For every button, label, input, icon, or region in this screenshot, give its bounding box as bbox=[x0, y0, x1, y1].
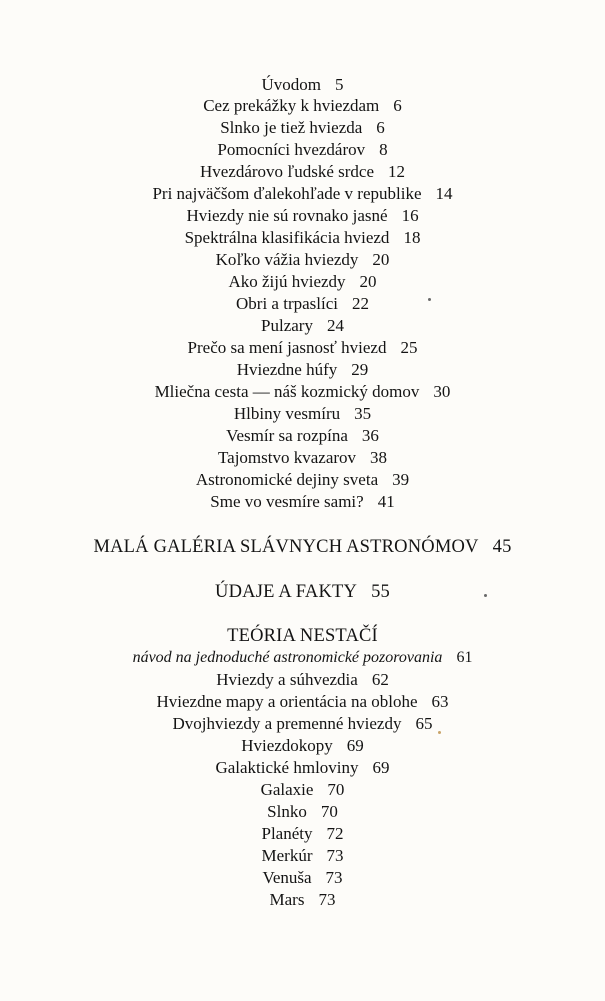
toc-entry bbox=[0, 228, 605, 248]
toc-entry bbox=[0, 206, 605, 226]
toc-entry-title: Sme vo vesmíre sami? bbox=[210, 492, 364, 511]
toc-entry-title: Spektrálna klasifikácia hviezd bbox=[184, 228, 390, 247]
toc-entry-title: Tajomstvo kvazarov bbox=[217, 448, 357, 467]
toc-entry-title: Mliečna cesta — náš kozmický domov bbox=[154, 382, 420, 401]
section-title: TEÓRIA NESTAČÍ bbox=[227, 626, 378, 646]
toc-entry-title: Hviezdokopy bbox=[241, 736, 333, 755]
print-speck bbox=[438, 731, 441, 734]
toc-entry-title: Úvodom bbox=[261, 75, 321, 94]
toc-entry bbox=[0, 470, 605, 490]
toc-entry-title: Pri najväčšom ďalekohľade v republike bbox=[152, 184, 422, 203]
toc-entry-page: 70 bbox=[327, 780, 345, 799]
toc-entry-title: Koľko vážia hviezdy bbox=[215, 250, 359, 269]
toc-entry-title: Hlbiny vesmíru bbox=[233, 404, 341, 423]
toc-entry-page: 35 bbox=[354, 404, 372, 423]
toc-subtitle bbox=[0, 648, 605, 668]
toc-entry-page: 22 bbox=[351, 294, 369, 313]
toc-entry bbox=[0, 780, 605, 800]
toc-entry-page: 72 bbox=[326, 824, 344, 843]
toc-entry bbox=[0, 824, 605, 844]
toc-entry-page: 70 bbox=[320, 802, 338, 821]
toc-entry-title: Hviezdne húfy bbox=[236, 360, 338, 379]
toc-entry bbox=[0, 360, 605, 380]
toc-entry-page: 73 bbox=[326, 846, 344, 865]
toc-entry-page: 25 bbox=[400, 338, 418, 357]
toc-entry-title: Prečo sa mení jasnosť hviezd bbox=[187, 338, 387, 357]
toc-entry bbox=[0, 118, 605, 138]
toc-entry-title: Merkúr bbox=[261, 846, 313, 865]
toc-entry-page: 20 bbox=[372, 250, 390, 269]
toc-entry bbox=[0, 316, 605, 336]
toc-entry-title: Slnko bbox=[267, 802, 307, 821]
toc-entry-page: 14 bbox=[435, 184, 453, 203]
toc-entry-page: 18 bbox=[403, 228, 421, 247]
toc-entry-title: Mars bbox=[269, 890, 305, 909]
toc-entry-page: 69 bbox=[346, 736, 364, 755]
toc-entry-page: 41 bbox=[377, 492, 395, 511]
toc-entry bbox=[0, 250, 605, 270]
toc-entry-page: 5 bbox=[335, 75, 344, 94]
toc-entry-page: 73 bbox=[318, 890, 336, 909]
toc-entry-title: Galaxie bbox=[260, 780, 314, 799]
print-speck bbox=[428, 298, 431, 301]
toc-entry-title: Planéty bbox=[261, 824, 313, 843]
toc-entry bbox=[0, 492, 605, 512]
toc-entry-page: 39 bbox=[392, 470, 410, 489]
toc-entry-page: 12 bbox=[388, 162, 405, 181]
toc-entry bbox=[0, 338, 605, 358]
toc-section-gallery bbox=[0, 537, 605, 557]
toc-entry-page: 6 bbox=[393, 96, 402, 115]
toc-entry-title: Ako žijú hviezdy bbox=[228, 272, 346, 291]
toc-entry bbox=[0, 272, 605, 292]
toc-entry-page: 69 bbox=[372, 758, 390, 777]
toc-entry-title: Galaktické hmloviny bbox=[215, 758, 359, 777]
toc-entry-page: 62 bbox=[371, 670, 389, 689]
subtitle-page: 61 bbox=[456, 649, 473, 666]
toc-entry-title: Hviezdne mapy a orientácia na oblohe bbox=[156, 692, 418, 711]
section-title: MALÁ GALÉRIA SLÁVNYCH ASTRONÓMOV bbox=[93, 537, 479, 557]
toc-entry-page: 20 bbox=[359, 272, 377, 291]
toc-entry bbox=[0, 890, 605, 910]
toc-entry bbox=[0, 670, 605, 690]
toc-entry-page: 8 bbox=[379, 140, 388, 159]
toc-entry bbox=[0, 736, 605, 756]
toc-entry-title: Obri a trpaslíci bbox=[236, 294, 338, 313]
toc-entry bbox=[0, 382, 605, 402]
toc-entry-title: Pomocníci hvezdárov bbox=[217, 140, 366, 159]
section-page: 55 bbox=[371, 582, 390, 602]
toc-entry-page: 24 bbox=[326, 316, 344, 335]
toc-entry-page: 36 bbox=[361, 426, 379, 445]
toc-entry bbox=[0, 75, 605, 95]
toc-entry bbox=[0, 404, 605, 424]
toc-entry bbox=[0, 448, 605, 468]
section-title: ÚDAJE A FAKTY bbox=[215, 582, 358, 602]
toc-entry-page: 30 bbox=[433, 382, 451, 401]
toc-entry bbox=[0, 184, 605, 204]
toc-entry bbox=[0, 692, 605, 712]
toc-entry-title: Dvojhviezdy a premenné hviezdy bbox=[172, 714, 402, 733]
toc-section-facts bbox=[0, 582, 605, 602]
toc-entry-title: Hvezdárovo ľudské srdce bbox=[199, 162, 374, 181]
toc-entry-title: Hviezdy nie sú rovnako jasné bbox=[186, 206, 388, 225]
print-speck bbox=[484, 594, 487, 597]
toc-entry bbox=[0, 714, 605, 734]
toc-entry bbox=[0, 846, 605, 866]
toc-entry bbox=[0, 162, 605, 182]
toc-entry bbox=[0, 426, 605, 446]
subtitle-text: návod na jednoduché astronomické pozorovania bbox=[132, 649, 443, 666]
toc-entry-title: Vesmír sa rozpína bbox=[226, 426, 348, 445]
toc-entry bbox=[0, 140, 605, 160]
toc-entry-title: Slnko je tiež hviezda bbox=[220, 118, 363, 137]
toc-entry bbox=[0, 802, 605, 822]
toc-entry-title: Hviezdy a súhvezdia bbox=[216, 670, 358, 689]
toc-entry-title: Pulzary bbox=[261, 316, 313, 335]
toc-entry-page: 29 bbox=[351, 360, 369, 379]
toc-entry bbox=[0, 868, 605, 888]
toc-entry-page: 65 bbox=[415, 714, 433, 733]
toc-section-theory bbox=[0, 626, 605, 646]
section-page: 45 bbox=[492, 537, 512, 557]
toc-entry-page: 16 bbox=[401, 206, 419, 225]
toc-entry bbox=[0, 758, 605, 778]
toc-entry-page: 73 bbox=[325, 868, 343, 887]
toc-entry-title: Cez prekážky k hviezdam bbox=[203, 96, 380, 115]
toc-entry bbox=[0, 294, 605, 314]
toc-entry-title: Venuša bbox=[262, 868, 312, 887]
toc-entry-title: Astronomické dejiny sveta bbox=[195, 470, 379, 489]
toc-entry-page: 38 bbox=[370, 448, 388, 467]
toc-entry-page: 63 bbox=[431, 692, 449, 711]
toc-entry bbox=[0, 96, 605, 116]
toc-entry-page: 6 bbox=[376, 118, 385, 137]
